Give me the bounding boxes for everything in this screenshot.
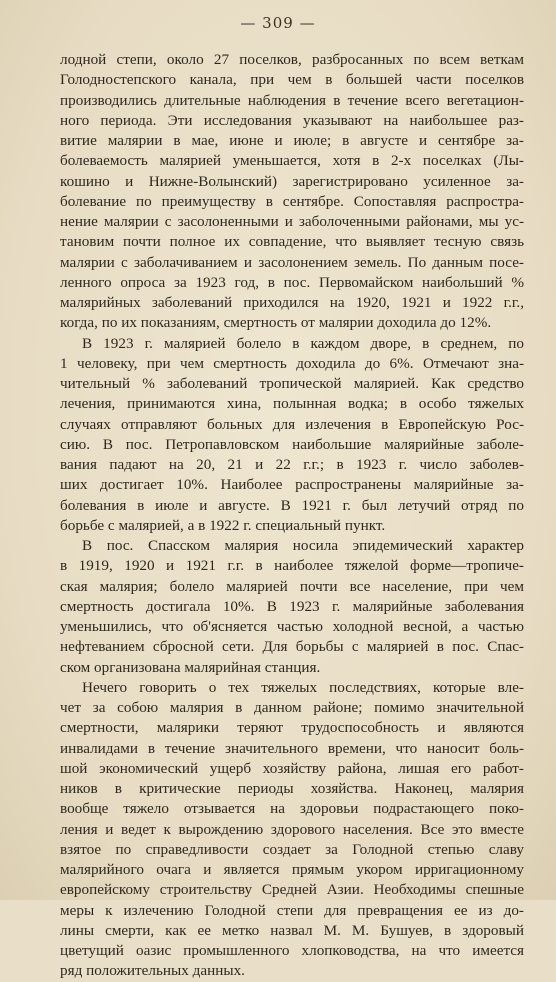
text-line: В пос. Спасском малярия носила эпидемический характер xyxy=(82,537,524,554)
text-line: когда, по их показаниям, смертность от малярии доходила до 12%. xyxy=(60,314,492,332)
text-line: ряд положительных данных. xyxy=(60,962,245,980)
text-line: европейскому строительству Средней Азии. Необходимы спешные xyxy=(60,881,524,899)
paragraph-4 xyxy=(60,678,524,982)
text-line: чительный % заболеваний тропической малярией. Как средство xyxy=(60,375,524,392)
text-line: меры к излечению Голодной степи для превращения ее из до- xyxy=(60,901,524,919)
text-line: В 1923 г. малярией болело в каждом дворе, в среднем, по xyxy=(82,334,524,352)
text-line: инвалидами в течение значительного времени, что наносит боль- xyxy=(60,739,524,757)
text-line: вания падают на 20, 21 и 22 г.г.; в 1923 г. число заболев- xyxy=(60,456,524,473)
text-line: малярии с заболачиванием и засолонением земель. По данным посе- xyxy=(60,253,524,271)
text-line: кошино и Нижне-Волынский) зарегистрировано усиленное за- xyxy=(60,172,524,190)
text-line: Голодностепского канала, при чем в большей части поселков xyxy=(60,71,524,89)
text-line: малярийных заболеваний приходился на 1920, 1921 и 1922 г.г., xyxy=(60,294,524,311)
text-line: цветущий оазис промышленного хлопководства, на что имеется xyxy=(60,942,524,959)
text-line: случаях отправляют больных для излечения в Европейскую Рос- xyxy=(60,415,524,433)
text-line: сию. В пос. Петропавловском наибольшие малярийные заболе- xyxy=(60,435,524,453)
text-line: лины смерти, как ее метко назвал М. М. Бушуев, в здоровый xyxy=(60,921,524,939)
paragraph-1 xyxy=(60,50,524,334)
text-line: Нечего говорить о тех тяжелых последствиях, которые вле- xyxy=(82,678,524,696)
text-line: ников в критические периоды хозяйства. Наконец, малярия xyxy=(60,780,524,797)
text-line: ском организована малярийная станция. xyxy=(60,658,321,676)
text-line: ская малярия; болело малярией почти все население, при чем xyxy=(60,577,524,595)
text-line: вообще тяжело отзывается на здоровьи подрастающего поко- xyxy=(60,800,524,818)
text-line: тановим почти полное их совпадение, что выявляет тесную связь xyxy=(60,233,524,251)
text-line: ного периода. Эти исследования указывают на наибольшее раз- xyxy=(60,111,524,129)
text-line: витие малярии в мае, июне и июле; в августе и сентябре за- xyxy=(60,132,524,149)
text-line: производились длительные наблюдения в течение всего вегетацион- xyxy=(60,91,524,109)
text-line: болевание по преимуществу в сентябре. Сопоставляя распростра- xyxy=(60,192,524,210)
page-number: — 309 — xyxy=(240,14,316,32)
text-line: нение малярии с засолоненными и заболоченными районами, мы ус- xyxy=(60,213,524,230)
text-line: нефтеванием сбросной сети. Для борьбы с малярией в пос. Спас- xyxy=(60,638,524,656)
text-line: ленного опроса за 1923 год, в пос. Первомайском наибольший % xyxy=(60,273,524,291)
paragraph-3 xyxy=(60,536,524,678)
text-line: смертности, малярики теряют трудоспособность и являются xyxy=(60,719,524,737)
text-line: малярийного очага и является прямым укором ирригационному xyxy=(60,861,524,878)
text-line: ших достигает 10%. Наиболее распространены малярийные за- xyxy=(60,476,524,494)
text-line: чет за собою малярия в данном районе; помимо значительной xyxy=(60,699,524,716)
text-line: шой экономический ущерб хозяйству района, лишая его работ- xyxy=(60,759,524,777)
text-line: смертность достигала 10%. В 1923 г. малярийные заболевания xyxy=(60,597,524,615)
text-line: болевания в июле и августе. В 1921 г. был летучий отряд по xyxy=(60,496,524,514)
text-line: лечения, принимаются хина, полынная водка; в особо тяжелых xyxy=(60,395,524,413)
text-body xyxy=(60,50,524,982)
text-line: борьбе с малярией, а в 1922 г. специальный пункт. xyxy=(60,516,386,534)
paragraph-2 xyxy=(60,334,524,537)
text-line: взятое по справедливости создает за Голодной степью славу xyxy=(60,840,524,858)
text-line: 1 человеку, при чем смертность доходила до 6%. Отмечают зна- xyxy=(60,354,524,372)
text-line: уменьшились, что об'ясняется частью холодной весной, а частью xyxy=(60,618,524,635)
text-line: лодной степи, около 27 поселков, разбросанных по всем веткам xyxy=(60,51,524,68)
text-line: в 1919, 1920 и 1921 г.г. в наиболее тяжелой форме—тропиче- xyxy=(60,557,524,575)
text-line: болеваемость малярией уменьшается, хотя в 2-х поселках (Лы- xyxy=(60,152,524,170)
text-line: ления и ведет к вырождению здорового населения. Все это вместе xyxy=(60,820,524,838)
